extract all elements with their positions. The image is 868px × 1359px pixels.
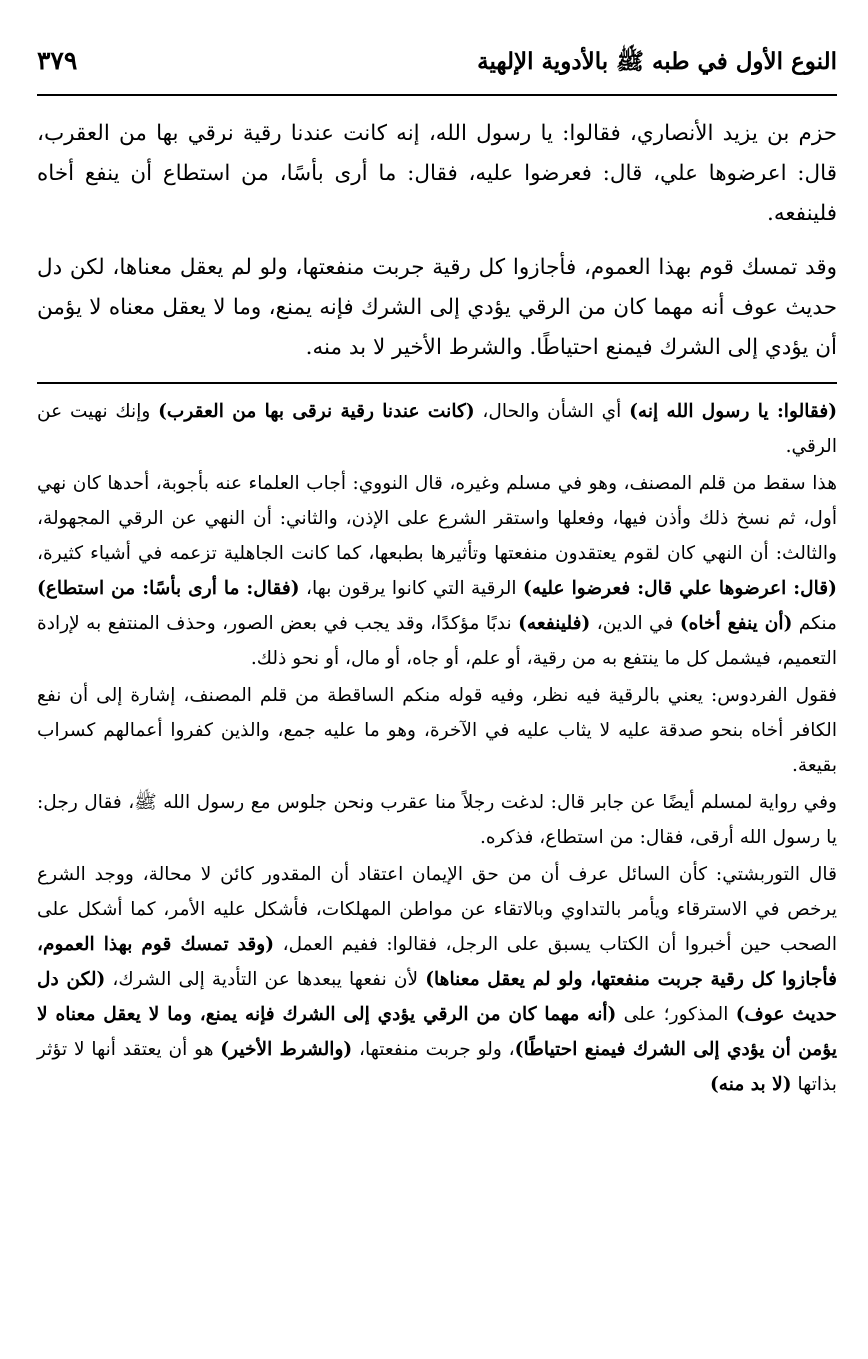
quoted-text-span: (فقالوا: يا رسول الله إنه) — [629, 401, 838, 422]
quoted-text-span: (كانت عندنا رقية نرقى بها من العقرب) — [158, 401, 475, 422]
text-span: فقول الفردوس: يعني بالرقية فيه نظر، وفيه قوله منكم الساقطة من قلم المصنف، إشارة إلى أن نفع الكافر أخاه بنحو صدقة عليه لا يثاب عليه في الآخرة، وهو ما عليه جمع، والذين كفروا أعمالهم كسراب بقيعة. — [37, 685, 837, 776]
main-paragraph-1: حزم بن يزيد الأنصاري، فقالوا: يا رسول الله، إنه كانت عندنا رقية نرقي بها من العقرب، قال: اعرضوها علي، قال: فعرضوا عليه، فقال: ما أرى بأسًا، من استطاع أن ينفع أخاه فلينفعه. — [37, 121, 837, 226]
quoted-text-span: (والشرط الأخير) — [220, 1039, 353, 1060]
text-span: المذكور؛ على — [616, 1004, 736, 1025]
commentary — [37, 394, 837, 1102]
chapter-title: النوع الأول في طبه ﷺ بالأدوية الإلهية — [477, 48, 837, 75]
text-span: أي الشأن والحال، — [474, 401, 630, 422]
text-span: الرقية التي كانوا يرقون بها، — [299, 578, 524, 599]
quoted-text-span: (قال: اعرضوها علي قال: فعرضوا عليه) — [523, 578, 837, 599]
text-span: هو أن يعتقد أنها لا تؤثر بذاتها — [37, 1039, 837, 1095]
main-text — [37, 114, 837, 368]
quoted-text-span: (فلينفعه) — [518, 613, 591, 634]
quoted-text-span: (أن ينفع أخاه) — [679, 613, 793, 634]
commentary-paragraph-2 — [37, 466, 837, 676]
text-span: هذا سقط من قلم المصنف، وهو في مسلم وغيره، قال النووي: أجاب العلماء عنه بأجوبة، أحدها كان نهي أول، ثم نسخ ذلك وأذن فيها، وفعلها واستقر الشرع على الإذن، والثاني: أن النهي عن الرقي المجهولة، والثالث: أن النهي كان لقوم يعتقدون منفعتها وتأثيرها بطبعها، كما كانت الجاهلية تزعمه في أشياء كثيرة، — [37, 473, 838, 564]
commentary-paragraph-3 — [37, 678, 837, 783]
text-span: وفي رواية لمسلم أيضًا عن جابر قال: لدغت رجلاً منا عقرب ونحن جلوس مع رسول الله ﷺ، فقال رجل: يا رسول الله أرقى، فقال: من استطاع، فذكره. — [37, 792, 837, 848]
header-rule — [37, 94, 837, 96]
page-number: ٣٧٩ — [37, 46, 78, 75]
text-span: قال التوربشتي: كأن السائل عرف أن من حق الإيمان اعتقاد أن المقدور كائن لا محالة، ووجد الشرع يرخص في الاسترقاء ويأمر بالتداوي وبالاتقاء عن مواطن المهلكات، فأشكل عليه الأمر، كما أشكل على الصحب حين أخبروا أن الكتاب يسبق على الرجل، فقالوا: ففيم العمل، — [37, 864, 837, 955]
text-span: في الدين، — [590, 613, 680, 634]
commentary-separator — [37, 382, 837, 384]
quoted-text-span: (لكن دل حديث عوف) — [37, 969, 838, 1025]
quoted-text-span: (فقال: ما أرى بأسًا: من استطاع) — [37, 578, 300, 599]
quoted-text-span: (لا بد منه) — [709, 1074, 792, 1095]
commentary-paragraph-5 — [37, 857, 837, 1102]
running-header — [37, 46, 837, 90]
quoted-text-span: (أنه مهما كان من الرقي يؤدي إلى الشرك فإنه يمنع، وما لا يعقل معناه لا يؤمن أن يؤدي إلى الشرك فيمنع احتياطًا) — [37, 1004, 837, 1060]
main-paragraph-2: وقد تمسك قوم بهذا العموم، فأجازوا كل رقية جربت منفعتها، ولو لم يعقل معناها، لكن دل حديث عوف أنه مهما كان من الرقي يؤدي إلى الشرك فإنه يمنع، وما لا يعقل معناه لا يؤمن أن يؤدي إلى الشرك فيمنع احتياطًا. والشرط الأخير لا بد منه. — [37, 255, 837, 360]
text-span: وإنك نهيت عن الرقي. — [37, 401, 837, 457]
text-span: ندبًا مؤكدًا، وقد يجب في بعض الصور، وحذف المنتفع به لإرادة التعميم، فيشمل كل ما ينتفع به من رقية، أو علم، أو جاه، أو مال، أو نحو ذلك. — [37, 613, 837, 669]
text-span: منكم — [792, 613, 837, 634]
commentary-paragraph-4 — [37, 785, 837, 855]
commentary-paragraph-1 — [37, 394, 837, 464]
book-page — [37, 46, 837, 1104]
quoted-text-span: (وقد تمسك قوم بهذا العموم، فأجازوا كل رقية جربت منفعتها، ولو لم يعقل معناها) — [37, 934, 837, 990]
text-span: لأن نفعها يبعدها عن التأدية إلى الشرك، — [105, 969, 426, 990]
text-span: ، ولو جربت منفعتها، — [352, 1039, 515, 1060]
